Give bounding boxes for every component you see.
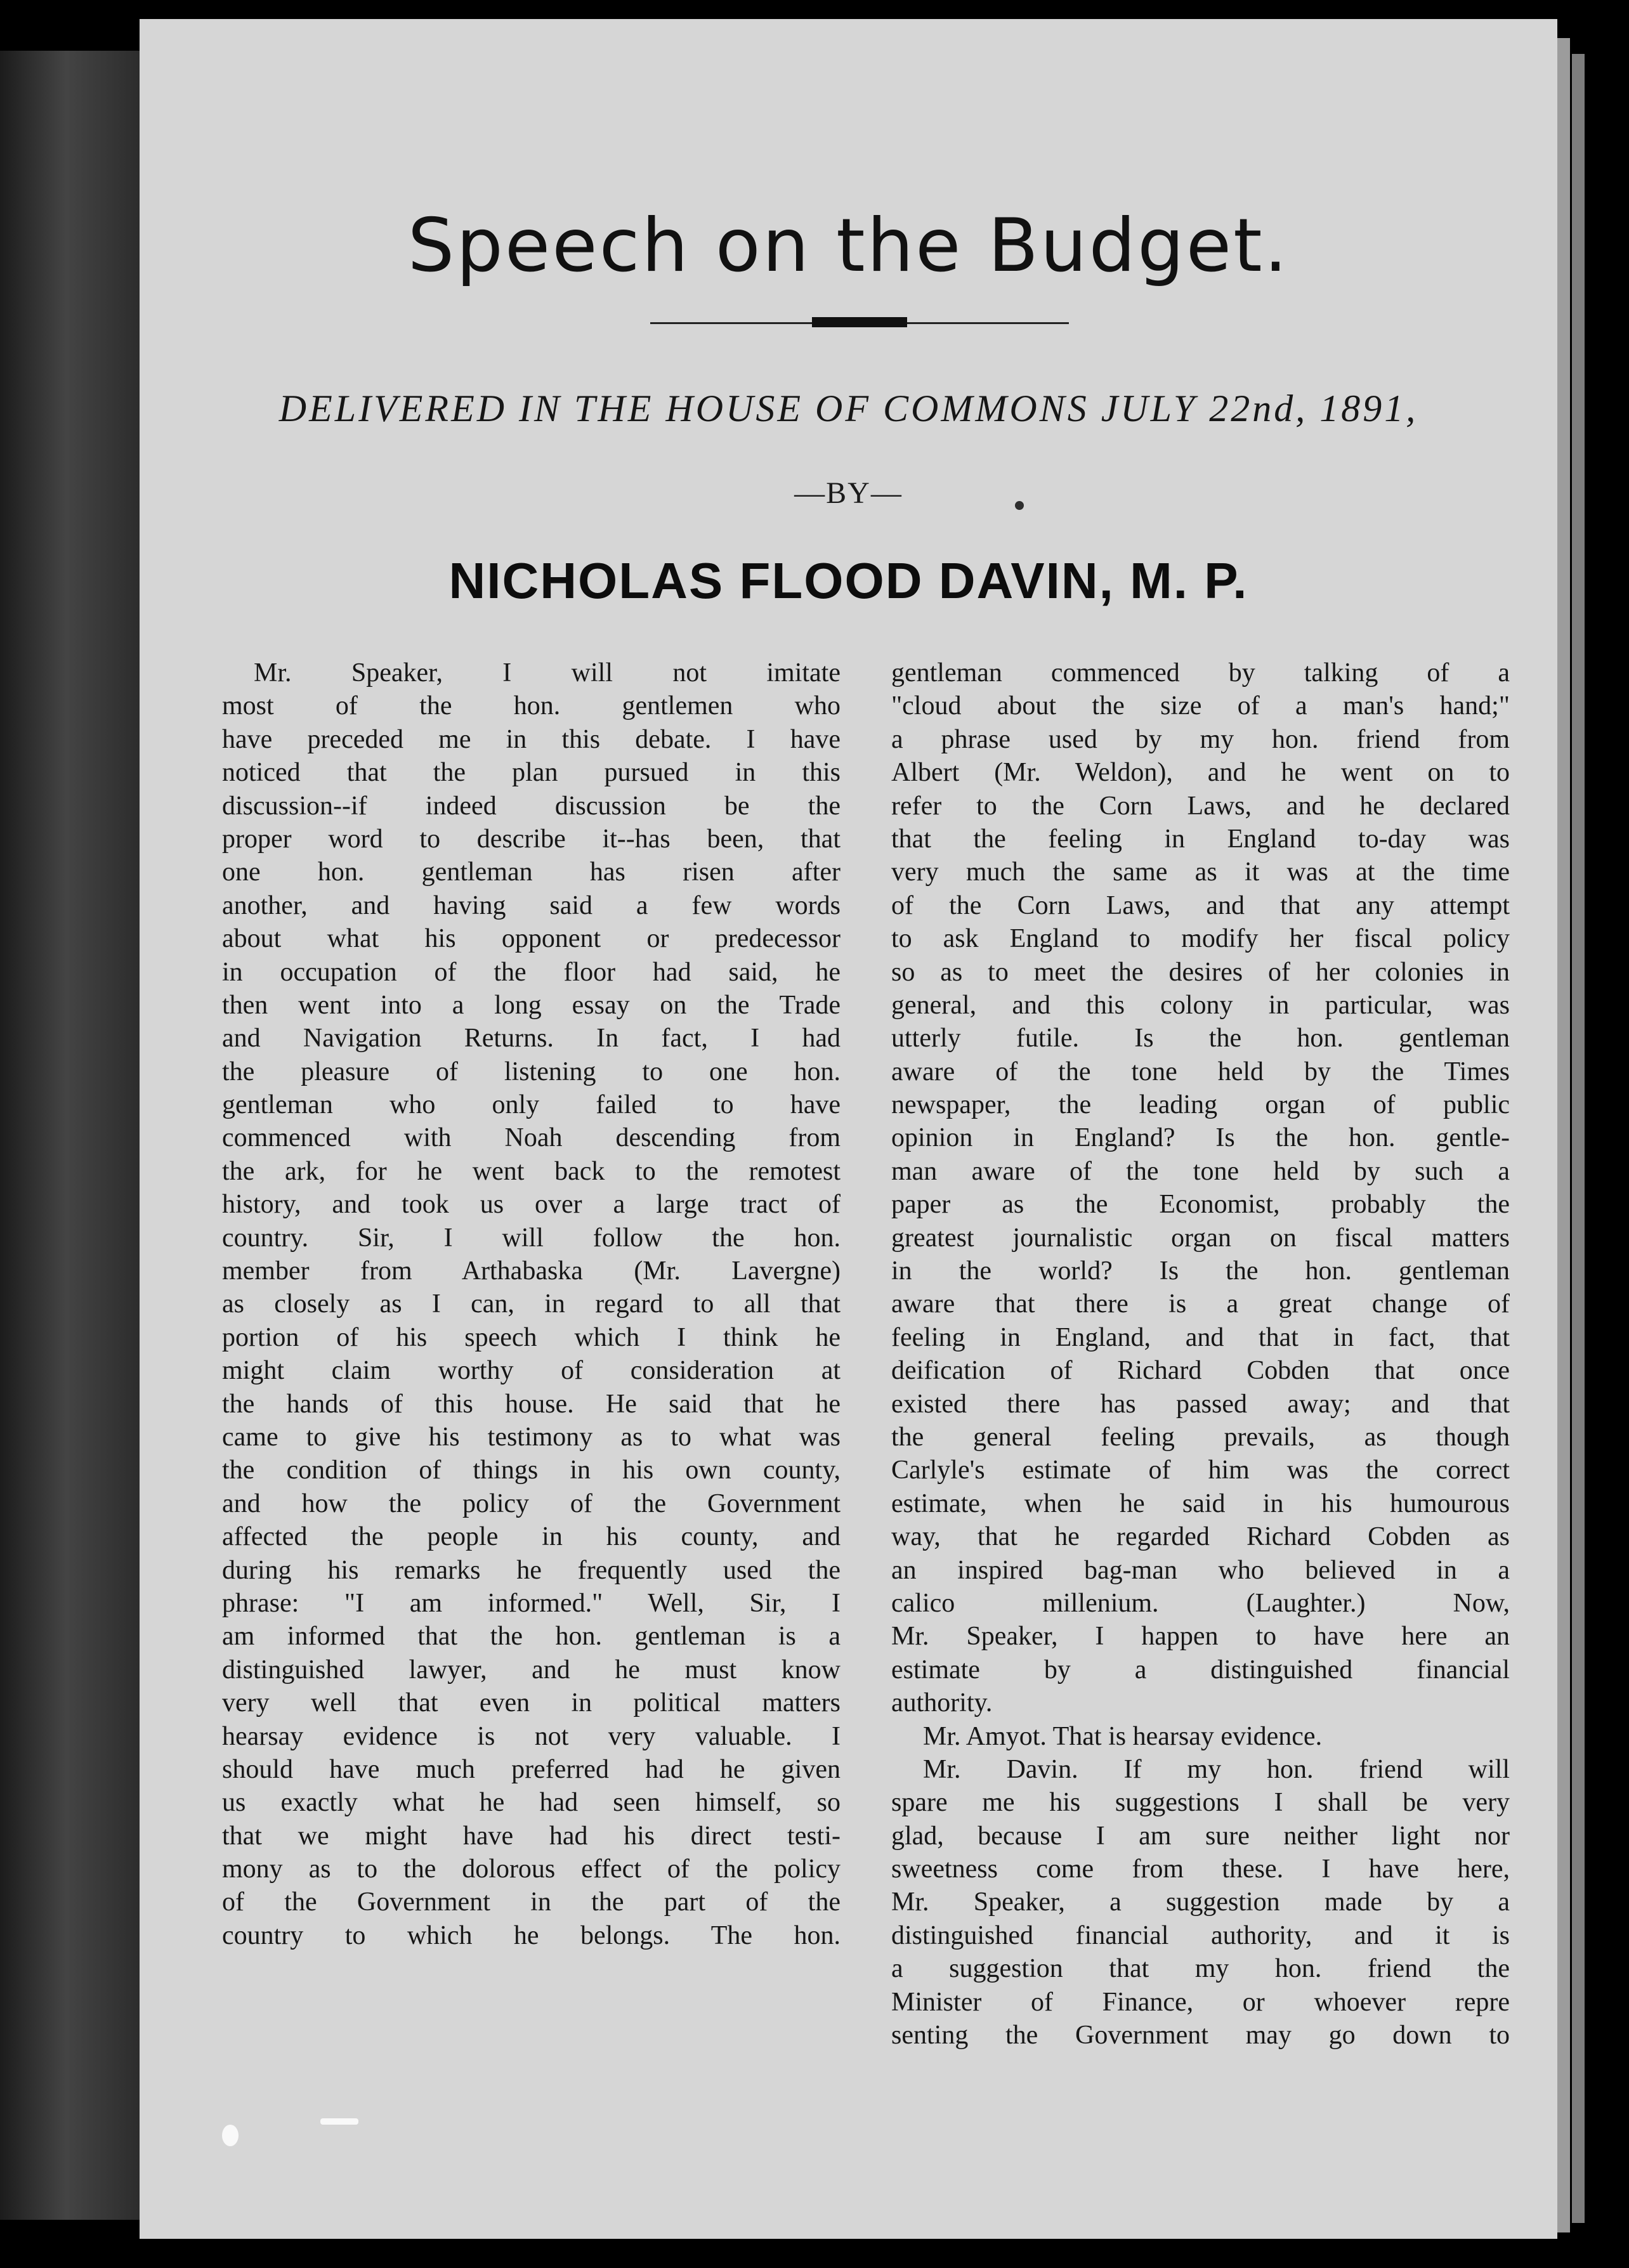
text-line: am informed that the hon. gentleman is a (222, 1622, 841, 1652)
text-line: estimate, when he said in his humourous (891, 1489, 1510, 1518)
text-line: Mr. Speaker, a suggestion made by a (891, 1887, 1510, 1917)
text-line: paper as the Economist, probably the (891, 1190, 1510, 1220)
text-line: aware of the tone held by the Times (891, 1057, 1510, 1086)
text-line: to ask England to modify her fiscal policy (891, 924, 1510, 954)
text-line: an inspired bag-man who believed in a (891, 1555, 1510, 1585)
text-line: in occupation of the floor had said, he (222, 957, 841, 987)
text-line: and how the policy of the Government (222, 1489, 841, 1518)
text-line: authority. (891, 1688, 993, 1718)
paper-speck (222, 2125, 239, 2146)
text-line: about what his opponent or predecessor (222, 924, 841, 954)
text-line: Mr. Speaker, I happen to have here an (891, 1622, 1510, 1652)
text-line: mony as to the dolorous effect of the policy (222, 1854, 841, 1884)
text-line: the condition of things in his own county, (222, 1456, 841, 1485)
text-line: came to give his testimony as to what was (222, 1422, 841, 1452)
text-line: way, that he regarded Richard Cobden as (891, 1522, 1510, 1552)
paper-speck (1015, 501, 1024, 510)
text-line: refer to the Corn Laws, and he declared (891, 791, 1510, 821)
text-line: as closely as I can, in regard to all that (222, 1289, 841, 1319)
text-line: utterly futile. Is the hon. gentleman (891, 1024, 1510, 1053)
text-line: opinion in England? Is the hon. gentle- (891, 1123, 1510, 1153)
text-line: very much the same as it was at the time (891, 857, 1510, 887)
text-line: in the world? Is the hon. gentleman (891, 1256, 1510, 1286)
text-line: newspaper, the leading organ of public (891, 1090, 1510, 1120)
text-line: Mr. Davin. If my hon. friend will (923, 1754, 1510, 1784)
text-line: very well that even in political matters (222, 1688, 841, 1718)
text-line: the general feeling prevails, as though (891, 1422, 1510, 1452)
text-line: member from Arthabaska (Mr. Lavergne) (222, 1256, 841, 1286)
page-edge-outer (1572, 54, 1585, 2223)
text-line: the hands of this house. He said that he (222, 1389, 841, 1419)
text-line: aware that there is a great change of (891, 1289, 1510, 1319)
page-edge-inner (1557, 38, 1570, 2232)
text-line: feeling in England, and that in fact, that (891, 1322, 1510, 1352)
text-line: so as to meet the desires of her colonies in (891, 957, 1510, 987)
text-line: proper word to describe it--has been, that (222, 824, 841, 854)
paper-sheet (140, 19, 1557, 2239)
text-line: glad, because I am sure neither light nor (891, 1821, 1510, 1851)
text-line: country. Sir, I will follow the hon. (222, 1223, 841, 1253)
text-line: phrase: "I am informed." Well, Sir, I (222, 1588, 841, 1618)
text-line: greatest journalistic organ on fiscal matters (891, 1223, 1510, 1253)
text-line: of the Government in the part of the (222, 1887, 841, 1917)
right-column (891, 656, 1510, 2052)
book-binding (0, 51, 147, 2220)
text-line: that we might have had his direct testi- (222, 1821, 841, 1851)
text-line: might claim worthy of consideration at (222, 1356, 841, 1386)
text-line: distinguished lawyer, and he must know (222, 1655, 841, 1685)
text-line: portion of his speech which I think he (222, 1322, 841, 1352)
text-line: and Navigation Returns. In fact, I had (222, 1024, 841, 1053)
text-line: general, and this colony in particular, was (891, 990, 1510, 1020)
text-line: a suggestion that my hon. friend the (891, 1954, 1510, 1984)
text-line: gentleman commenced by talking of a (891, 658, 1510, 688)
by-line: —BY— (794, 476, 903, 510)
text-line: most of the hon. gentlemen who (222, 691, 841, 721)
title-divider-ornament (812, 317, 907, 327)
text-line: have preceded me in this debate. I have (222, 724, 841, 754)
paper-speck (320, 2118, 358, 2125)
text-line: estimate by a distinguished financial (891, 1655, 1510, 1685)
text-line: Minister of Finance, or whoever repre (891, 1987, 1510, 2017)
text-line: noticed that the plan pursued in this (222, 758, 841, 788)
text-line: during his remarks he frequently used the (222, 1555, 841, 1585)
text-line: hearsay evidence is not very valuable. I (222, 1721, 841, 1751)
text-line: Albert (Mr. Weldon), and he went on to (891, 758, 1510, 788)
text-line: Mr. Amyot. That is hearsay evidence. (923, 1721, 1323, 1751)
text-line: man aware of the tone held by such a (891, 1156, 1510, 1186)
text-line: deification of Richard Cobden that once (891, 1356, 1510, 1386)
delivery-line: DELIVERED IN THE HOUSE OF COMMONS JULY 22nd, 1891, (278, 388, 1418, 429)
text-line: history, and took us over a large tract of (222, 1190, 841, 1220)
text-line: discussion--if indeed discussion be the (222, 791, 841, 821)
text-line: senting the Government may go down to (891, 2021, 1510, 2050)
text-line: the pleasure of listening to one hon. (222, 1057, 841, 1086)
author-name: NICHOLAS FLOOD DAVIN, M. P. (448, 552, 1248, 609)
text-line: that the feeling in England to-day was (891, 824, 1510, 854)
text-line: a phrase used by my hon. friend from (891, 724, 1510, 754)
text-line: Mr. Speaker, I will not imitate (254, 658, 841, 688)
page-title: Speech on the Budget. (407, 203, 1290, 289)
text-line: existed there has passed away; and that (891, 1389, 1510, 1419)
text-line: the ark, for he went back to the remotest (222, 1156, 841, 1186)
text-line: another, and having said a few words (222, 890, 841, 920)
left-column (222, 656, 841, 1952)
text-line: affected the people in his county, and (222, 1522, 841, 1552)
text-line: us exactly what he had seen himself, so (222, 1788, 841, 1818)
text-line: one hon. gentleman has risen after (222, 857, 841, 887)
text-line: spare me his suggestions I shall be very (891, 1788, 1510, 1818)
text-line: calico millenium. (Laughter.) Now, (891, 1588, 1510, 1618)
text-line: Carlyle's estimate of him was the correct (891, 1456, 1510, 1485)
text-line: gentleman who only failed to have (222, 1090, 841, 1120)
text-line: sweetness come from these. I have here, (891, 1854, 1510, 1884)
text-line: "cloud about the size of a man's hand;" (891, 691, 1510, 721)
text-line: country to which he belongs. The hon. (222, 1920, 841, 1950)
text-line: should have much preferred had he given (222, 1754, 841, 1784)
text-line: of the Corn Laws, and that any attempt (891, 890, 1510, 920)
text-line: then went into a long essay on the Trade (222, 990, 841, 1020)
text-line: distinguished financial authority, and it is (891, 1920, 1510, 1950)
text-line: commenced with Noah descending from (222, 1123, 841, 1153)
